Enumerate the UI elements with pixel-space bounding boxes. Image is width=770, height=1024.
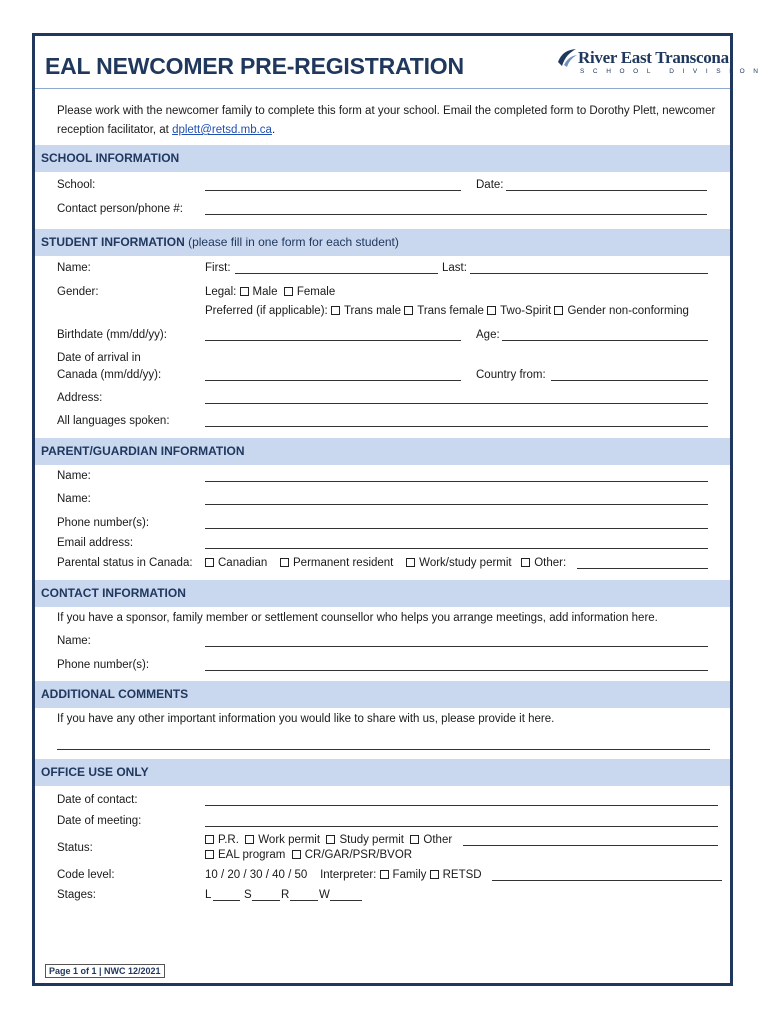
cr-gar-checkbox[interactable] — [292, 850, 301, 859]
family-checkbox[interactable] — [380, 870, 389, 879]
stages-s-field[interactable] — [252, 900, 280, 901]
first-name-label: First: — [205, 262, 231, 274]
gender-label: Gender: — [57, 286, 99, 298]
meeting-date-field[interactable] — [205, 826, 718, 827]
parental-status-label: Parental status in Canada: — [57, 557, 193, 569]
first-name-field[interactable] — [235, 273, 438, 274]
stages-r-field[interactable] — [290, 900, 318, 901]
permanent-resident-checkbox[interactable] — [280, 558, 289, 567]
age-label: Age: — [476, 329, 500, 341]
stages-l: L — [205, 889, 212, 901]
birthdate-label: Birthdate (mm/dd/yy): — [57, 329, 167, 341]
work-study-permit-checkbox[interactable] — [406, 558, 415, 567]
office-other-checkbox[interactable] — [410, 835, 419, 844]
river-swoosh-icon — [556, 48, 578, 68]
country-label: Country from: — [476, 369, 546, 381]
code-level-options: 10 / 20 / 30 / 40 / 50 Interpreter: Family RETSD — [205, 869, 482, 881]
study-permit-checkbox[interactable] — [326, 835, 335, 844]
other-status-checkbox[interactable] — [521, 558, 530, 567]
contact-date-label: Date of contact: — [57, 794, 138, 806]
pr-checkbox[interactable] — [205, 835, 214, 844]
canadian-checkbox[interactable] — [205, 558, 214, 567]
school-field[interactable] — [205, 190, 461, 191]
other-status-field[interactable] — [577, 568, 708, 569]
student-name-label: Name: — [57, 262, 91, 274]
retsd-checkbox[interactable] — [430, 870, 439, 879]
parental-status-options: Canadian Permanent resident Work/study permit Other: — [205, 557, 566, 569]
section-student: STUDENT INFORMATION (please fill in one form for each student) — [35, 229, 730, 256]
header-rule — [35, 88, 730, 89]
parent-name-label-2: Name: — [57, 493, 91, 505]
legal-gender-options: Legal: Male Female — [205, 286, 336, 298]
date-field[interactable] — [506, 190, 707, 191]
page-title: EAL NEWCOMER PRE-REGISTRATION — [45, 53, 464, 79]
arrival-date-field[interactable] — [205, 380, 461, 381]
school-label: School: — [57, 179, 96, 191]
stages-r: R — [281, 889, 290, 901]
parent-email-field[interactable] — [205, 548, 708, 549]
arrival-label-2: Canada (mm/dd/yy): — [57, 369, 162, 381]
contact-intro: If you have a sponsor, family member or settlement counsellor who helps you arrange meetings, add information here. — [57, 612, 658, 624]
arrival-label-1: Date of arrival in — [57, 352, 141, 364]
work-permit-checkbox[interactable] — [245, 835, 254, 844]
page-footer: Page 1 of 1 | NWC 12/2021 — [45, 964, 165, 978]
languages-field[interactable] — [205, 426, 708, 427]
languages-label: All languages spoken: — [57, 415, 170, 427]
stages-l-field[interactable] — [213, 900, 240, 901]
stages-label: Stages: — [57, 889, 96, 901]
parent-name-field-2[interactable] — [205, 504, 708, 505]
stages-w: W — [319, 889, 330, 901]
comments-field[interactable] — [57, 749, 710, 750]
interpreter-field[interactable] — [492, 880, 722, 881]
meeting-date-label: Date of meeting: — [57, 815, 142, 827]
section-comments: ADDITIONAL COMMENTS — [35, 681, 730, 708]
gender-nc-checkbox[interactable] — [554, 306, 563, 315]
contact-name-field[interactable] — [205, 646, 708, 647]
office-status-label: Status: — [57, 842, 93, 854]
female-checkbox[interactable] — [284, 287, 293, 296]
office-status-row-2: EAL program CR/GAR/PSR/BVOR — [205, 849, 412, 861]
parent-name-field-1[interactable] — [205, 481, 708, 482]
age-field[interactable] — [502, 340, 708, 341]
last-name-field[interactable] — [470, 273, 708, 274]
address-field[interactable] — [205, 403, 708, 404]
parent-name-label-1: Name: — [57, 470, 91, 482]
office-status-row-1: P.R. Work permit Study permit Other — [205, 834, 452, 846]
section-parent: PARENT/GUARDIAN INFORMATION — [35, 438, 730, 465]
email-link[interactable]: dplett@retsd.mb.ca — [172, 124, 272, 136]
office-other-field[interactable] — [463, 845, 718, 846]
contact-person-label: Contact person/phone #: — [57, 203, 183, 215]
birthdate-field[interactable] — [205, 340, 461, 341]
two-spirit-checkbox[interactable] — [487, 306, 496, 315]
contact-name-label: Name: — [57, 635, 91, 647]
section-office: OFFICE USE ONLY — [35, 759, 730, 786]
trans-female-checkbox[interactable] — [404, 306, 413, 315]
country-field[interactable] — [551, 380, 708, 381]
section-contact: CONTACT INFORMATION — [35, 580, 730, 607]
trans-male-checkbox[interactable] — [331, 306, 340, 315]
intro-text: Please work with the newcomer family to complete this form at your school. Email the completed form to Dorothy Plett, newcomer reception facilitator, at dplett@retsd.mb.ca. — [57, 105, 716, 136]
contact-person-field[interactable] — [205, 214, 707, 215]
preferred-gender-options: Preferred (if applicable): Trans male Trans female Two-Spirit Gender non-conforming — [205, 305, 689, 317]
date-label: Date: — [476, 179, 504, 191]
parent-email-label: Email address: — [57, 537, 134, 549]
parent-phone-label: Phone number(s): — [57, 517, 150, 529]
code-level-label: Code level: — [57, 869, 115, 881]
stages-w-field[interactable] — [330, 900, 362, 901]
comments-intro: If you have any other important information you would like to share with us, please provide it here. — [57, 713, 555, 725]
contact-phone-field[interactable] — [205, 670, 708, 671]
male-checkbox[interactable] — [240, 287, 249, 296]
stages-s: S — [244, 889, 252, 901]
parent-phone-field[interactable] — [205, 528, 708, 529]
address-label: Address: — [57, 392, 103, 404]
contact-phone-label: Phone number(s): — [57, 659, 150, 671]
section-school: SCHOOL INFORMATION — [35, 145, 730, 172]
logo-name: River East Transcona — [578, 48, 729, 67]
last-name-label: Last: — [442, 262, 467, 274]
contact-date-field[interactable] — [205, 805, 718, 806]
school-division-logo — [556, 48, 767, 78]
eal-program-checkbox[interactable] — [205, 850, 214, 859]
logo-subtitle: SCHOOL DIVISION — [580, 68, 767, 75]
